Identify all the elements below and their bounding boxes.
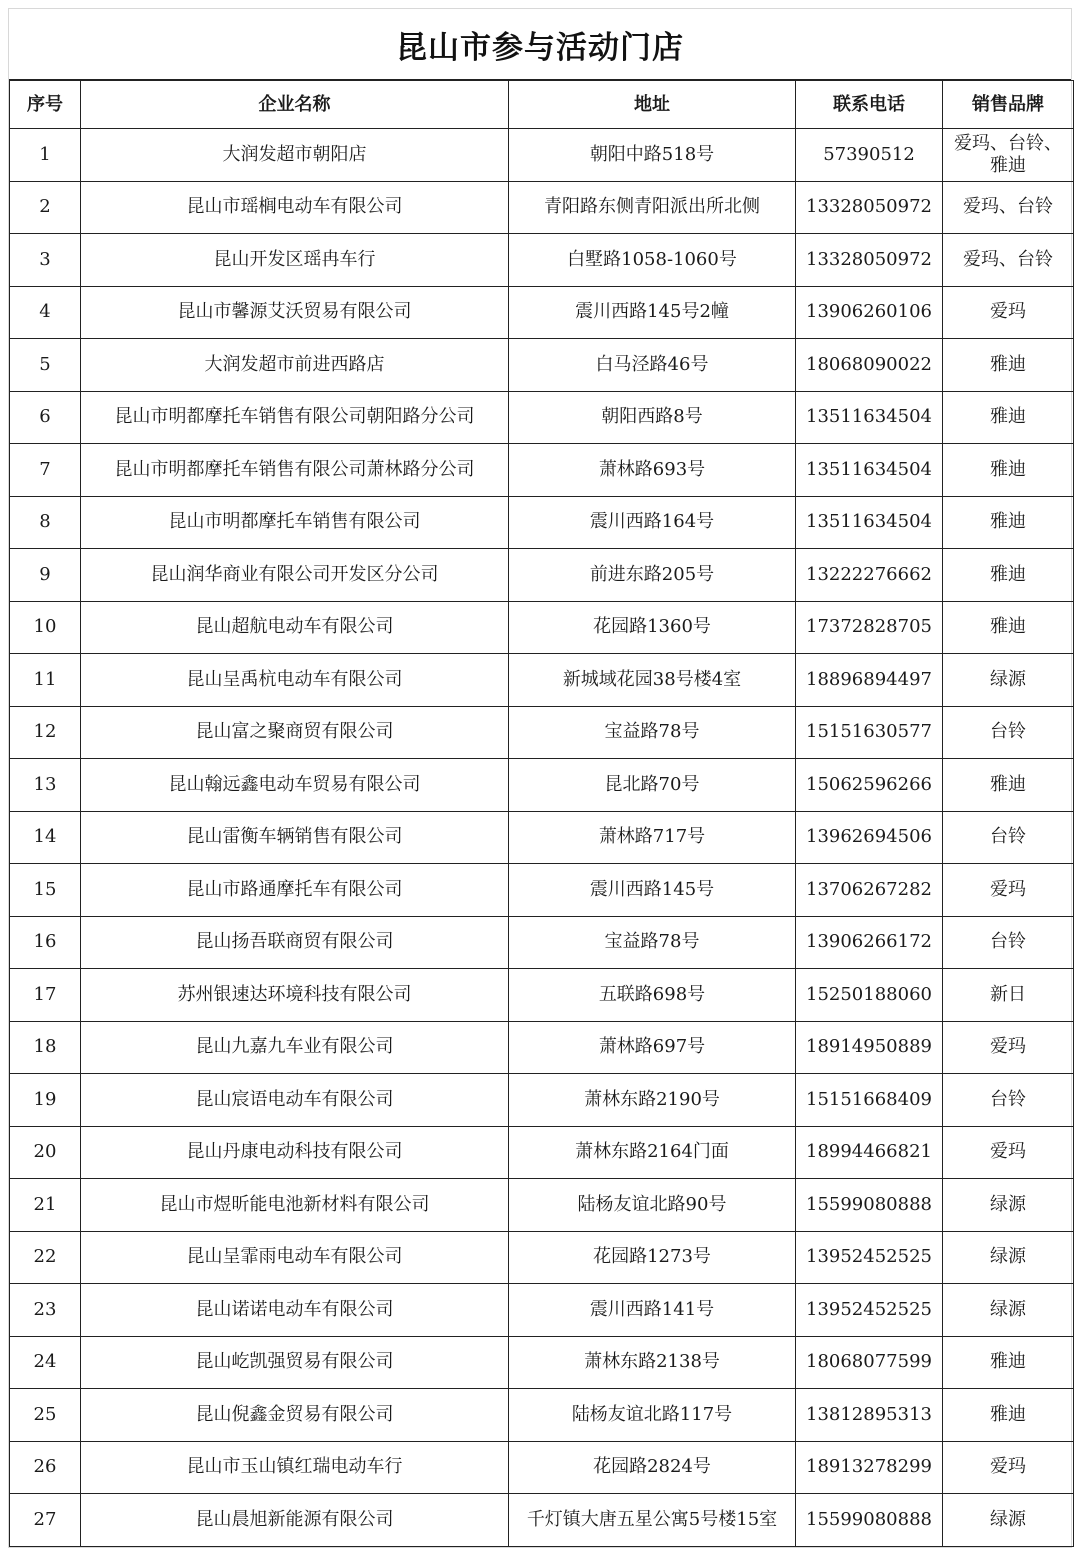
- table-row: [10, 811, 1074, 864]
- cell-no: 18: [10, 1021, 81, 1074]
- cell-no: 24: [10, 1336, 81, 1389]
- cell-company-name: 昆山市明都摩托车销售有限公司: [81, 496, 509, 549]
- cell-address: 震川西路141号: [509, 1284, 796, 1337]
- cell-brand: 雅迪: [943, 444, 1074, 497]
- cell-no: 22: [10, 1231, 81, 1284]
- cell-company-name: 苏州银速达环境科技有限公司: [81, 969, 509, 1022]
- cell-address: 前进东路205号: [509, 549, 796, 602]
- cell-company-name: 昆山宸语电动车有限公司: [81, 1074, 509, 1127]
- cell-phone: 15062596266: [796, 759, 943, 812]
- cell-address: 萧林路693号: [509, 444, 796, 497]
- page-title: 昆山市参与活动门店: [396, 29, 684, 66]
- cell-brand: 绿源: [943, 1231, 1074, 1284]
- table-row: [10, 601, 1074, 654]
- cell-company-name: 昆山富之聚商贸有限公司: [81, 706, 509, 759]
- cell-address: 萧林东路2190号: [509, 1074, 796, 1127]
- table-row: [10, 234, 1074, 287]
- table-row: [10, 1021, 1074, 1074]
- cell-phone: 13952452525: [796, 1231, 943, 1284]
- cell-address: 青阳路东侧青阳派出所北侧: [509, 181, 796, 234]
- table-row: [10, 1126, 1074, 1179]
- cell-phone: 13328050972: [796, 234, 943, 287]
- cell-no: 26: [10, 1441, 81, 1494]
- cell-company-name: 昆山扬吾联商贸有限公司: [81, 916, 509, 969]
- cell-brand: 爱玛、台铃: [943, 181, 1074, 234]
- cell-phone: 18913278299: [796, 1441, 943, 1494]
- cell-phone: 18914950889: [796, 1021, 943, 1074]
- cell-company-name: 昆山诺诺电动车有限公司: [81, 1284, 509, 1337]
- cell-brand: 雅迪: [943, 759, 1074, 812]
- cell-no: 15: [10, 864, 81, 917]
- cell-address: 花园路1273号: [509, 1231, 796, 1284]
- cell-no: 23: [10, 1284, 81, 1337]
- cell-address: 萧林路697号: [509, 1021, 796, 1074]
- cell-brand: 爱玛、台铃、雅迪: [943, 129, 1074, 182]
- cell-brand: 台铃: [943, 706, 1074, 759]
- cell-brand: 新日: [943, 969, 1074, 1022]
- cell-phone: 17372828705: [796, 601, 943, 654]
- cell-brand: 台铃: [943, 916, 1074, 969]
- cell-address: 五联路698号: [509, 969, 796, 1022]
- cell-address: 萧林东路2138号: [509, 1336, 796, 1389]
- table-row: [10, 391, 1074, 444]
- cell-phone: 57390512: [796, 129, 943, 182]
- cell-brand: 雅迪: [943, 1336, 1074, 1389]
- cell-brand: 爱玛: [943, 864, 1074, 917]
- cell-brand: 绿源: [943, 1284, 1074, 1337]
- cell-brand: 爱玛、台铃: [943, 234, 1074, 287]
- cell-company-name: 昆山九嘉九车业有限公司: [81, 1021, 509, 1074]
- cell-phone: 13706267282: [796, 864, 943, 917]
- cell-brand: 雅迪: [943, 601, 1074, 654]
- cell-phone: 18896894497: [796, 654, 943, 707]
- cell-company-name: 昆山雷衡车辆销售有限公司: [81, 811, 509, 864]
- table-header-row: [10, 81, 1074, 129]
- cell-brand: 绿源: [943, 1179, 1074, 1232]
- cell-company-name: 昆山市馨源艾沃贸易有限公司: [81, 286, 509, 339]
- column-header-address: 地址: [509, 81, 796, 129]
- cell-brand: 台铃: [943, 811, 1074, 864]
- cell-address: 花园路2824号: [509, 1441, 796, 1494]
- table-row: [10, 916, 1074, 969]
- column-header-phone: 联系电话: [796, 81, 943, 129]
- cell-company-name: 昆山屹凯强贸易有限公司: [81, 1336, 509, 1389]
- cell-company-name: 昆山市玉山镇红瑞电动车行: [81, 1441, 509, 1494]
- cell-no: 3: [10, 234, 81, 287]
- cell-brand: 爱玛: [943, 1021, 1074, 1074]
- cell-company-name: 昆山润华商业有限公司开发区分公司: [81, 549, 509, 602]
- table-row: [10, 706, 1074, 759]
- cell-address: 白墅路1058-1060号: [509, 234, 796, 287]
- cell-no: 1: [10, 129, 81, 182]
- cell-address: 陆杨友谊北路90号: [509, 1179, 796, 1232]
- table-row: [10, 181, 1074, 234]
- table-row: [10, 496, 1074, 549]
- cell-no: 16: [10, 916, 81, 969]
- cell-company-name: 昆山超航电动车有限公司: [81, 601, 509, 654]
- cell-no: 14: [10, 811, 81, 864]
- table-row: [10, 129, 1074, 182]
- cell-address: 千灯镇大唐五星公寓5号楼15室: [509, 1494, 796, 1547]
- title-bar: [9, 9, 1071, 80]
- cell-address: 陆杨友谊北路117号: [509, 1389, 796, 1442]
- cell-phone: 13906266172: [796, 916, 943, 969]
- cell-company-name: 昆山市明都摩托车销售有限公司朝阳路分公司: [81, 391, 509, 444]
- cell-company-name: 昆山翰远鑫电动车贸易有限公司: [81, 759, 509, 812]
- cell-brand: 绿源: [943, 654, 1074, 707]
- cell-address: 花园路1360号: [509, 601, 796, 654]
- table-row: [10, 286, 1074, 339]
- cell-no: 6: [10, 391, 81, 444]
- table-row: [10, 444, 1074, 497]
- cell-phone: 13952452525: [796, 1284, 943, 1337]
- store-list-sheet: [8, 8, 1072, 1548]
- cell-no: 19: [10, 1074, 81, 1127]
- table-row: [10, 339, 1074, 392]
- cell-address: 萧林路717号: [509, 811, 796, 864]
- cell-phone: 13812895313: [796, 1389, 943, 1442]
- cell-phone: 13906260106: [796, 286, 943, 339]
- cell-address: 朝阳中路518号: [509, 129, 796, 182]
- cell-address: 宝益路78号: [509, 916, 796, 969]
- cell-address: 白马泾路46号: [509, 339, 796, 392]
- table-body: [10, 129, 1074, 1547]
- cell-no: 10: [10, 601, 81, 654]
- table-row: [10, 1284, 1074, 1337]
- cell-no: 4: [10, 286, 81, 339]
- table-row: [10, 969, 1074, 1022]
- cell-brand: 爱玛: [943, 1441, 1074, 1494]
- cell-address: 震川西路164号: [509, 496, 796, 549]
- table-row: [10, 1231, 1074, 1284]
- table-row: [10, 1074, 1074, 1127]
- cell-no: 13: [10, 759, 81, 812]
- table-row: [10, 654, 1074, 707]
- cell-phone: 15250188060: [796, 969, 943, 1022]
- table-row: [10, 1389, 1074, 1442]
- cell-company-name: 昆山市路通摩托车有限公司: [81, 864, 509, 917]
- cell-brand: 雅迪: [943, 549, 1074, 602]
- column-header-no: 序号: [10, 81, 81, 129]
- cell-company-name: 昆山晨旭新能源有限公司: [81, 1494, 509, 1547]
- cell-company-name: 大润发超市朝阳店: [81, 129, 509, 182]
- cell-brand: 雅迪: [943, 1389, 1074, 1442]
- cell-company-name: 大润发超市前进西路店: [81, 339, 509, 392]
- cell-phone: 13511634504: [796, 444, 943, 497]
- cell-brand: 爱玛: [943, 1126, 1074, 1179]
- cell-phone: 15151668409: [796, 1074, 943, 1127]
- cell-company-name: 昆山开发区瑶冉车行: [81, 234, 509, 287]
- table-row: [10, 549, 1074, 602]
- cell-brand: 雅迪: [943, 496, 1074, 549]
- cell-company-name: 昆山呈霏雨电动车有限公司: [81, 1231, 509, 1284]
- cell-phone: 15151630577: [796, 706, 943, 759]
- cell-brand: 爱玛: [943, 286, 1074, 339]
- cell-address: 昆北路70号: [509, 759, 796, 812]
- table-row: [10, 1179, 1074, 1232]
- cell-company-name: 昆山市煜昕能电池新材料有限公司: [81, 1179, 509, 1232]
- cell-no: 17: [10, 969, 81, 1022]
- table-row: [10, 759, 1074, 812]
- cell-company-name: 昆山呈禹杭电动车有限公司: [81, 654, 509, 707]
- cell-no: 5: [10, 339, 81, 392]
- cell-no: 20: [10, 1126, 81, 1179]
- column-header-brand: 销售品牌: [943, 81, 1074, 129]
- cell-address: 萧林东路2164门面: [509, 1126, 796, 1179]
- cell-address: 震川西路145号: [509, 864, 796, 917]
- cell-phone: 13511634504: [796, 496, 943, 549]
- cell-company-name: 昆山丹康电动科技有限公司: [81, 1126, 509, 1179]
- cell-brand: 雅迪: [943, 391, 1074, 444]
- cell-brand: 台铃: [943, 1074, 1074, 1127]
- cell-address: 朝阳西路8号: [509, 391, 796, 444]
- cell-phone: 13222276662: [796, 549, 943, 602]
- cell-company-name: 昆山市瑶榈电动车有限公司: [81, 181, 509, 234]
- cell-brand: 雅迪: [943, 339, 1074, 392]
- cell-no: 27: [10, 1494, 81, 1547]
- table-row: [10, 1336, 1074, 1389]
- cell-address: 新城域花园38号楼4室: [509, 654, 796, 707]
- cell-no: 8: [10, 496, 81, 549]
- cell-phone: 13962694506: [796, 811, 943, 864]
- cell-phone: 18994466821: [796, 1126, 943, 1179]
- cell-no: 11: [10, 654, 81, 707]
- column-header-company: 企业名称: [81, 81, 509, 129]
- cell-no: 21: [10, 1179, 81, 1232]
- cell-company-name: 昆山市明都摩托车销售有限公司萧林路分公司: [81, 444, 509, 497]
- table-row: [10, 1494, 1074, 1547]
- cell-no: 7: [10, 444, 81, 497]
- table-row: [10, 864, 1074, 917]
- cell-phone: 18068077599: [796, 1336, 943, 1389]
- cell-phone: 13328050972: [796, 181, 943, 234]
- cell-phone: 15599080888: [796, 1494, 943, 1547]
- cell-address: 震川西路145号2幢: [509, 286, 796, 339]
- cell-company-name: 昆山倪鑫金贸易有限公司: [81, 1389, 509, 1442]
- cell-address: 宝益路78号: [509, 706, 796, 759]
- table-row: [10, 1441, 1074, 1494]
- store-table: [9, 80, 1074, 1547]
- cell-phone: 13511634504: [796, 391, 943, 444]
- cell-no: 25: [10, 1389, 81, 1442]
- cell-no: 9: [10, 549, 81, 602]
- cell-no: 2: [10, 181, 81, 234]
- cell-brand: 绿源: [943, 1494, 1074, 1547]
- cell-phone: 18068090022: [796, 339, 943, 392]
- cell-no: 12: [10, 706, 81, 759]
- cell-phone: 15599080888: [796, 1179, 943, 1232]
